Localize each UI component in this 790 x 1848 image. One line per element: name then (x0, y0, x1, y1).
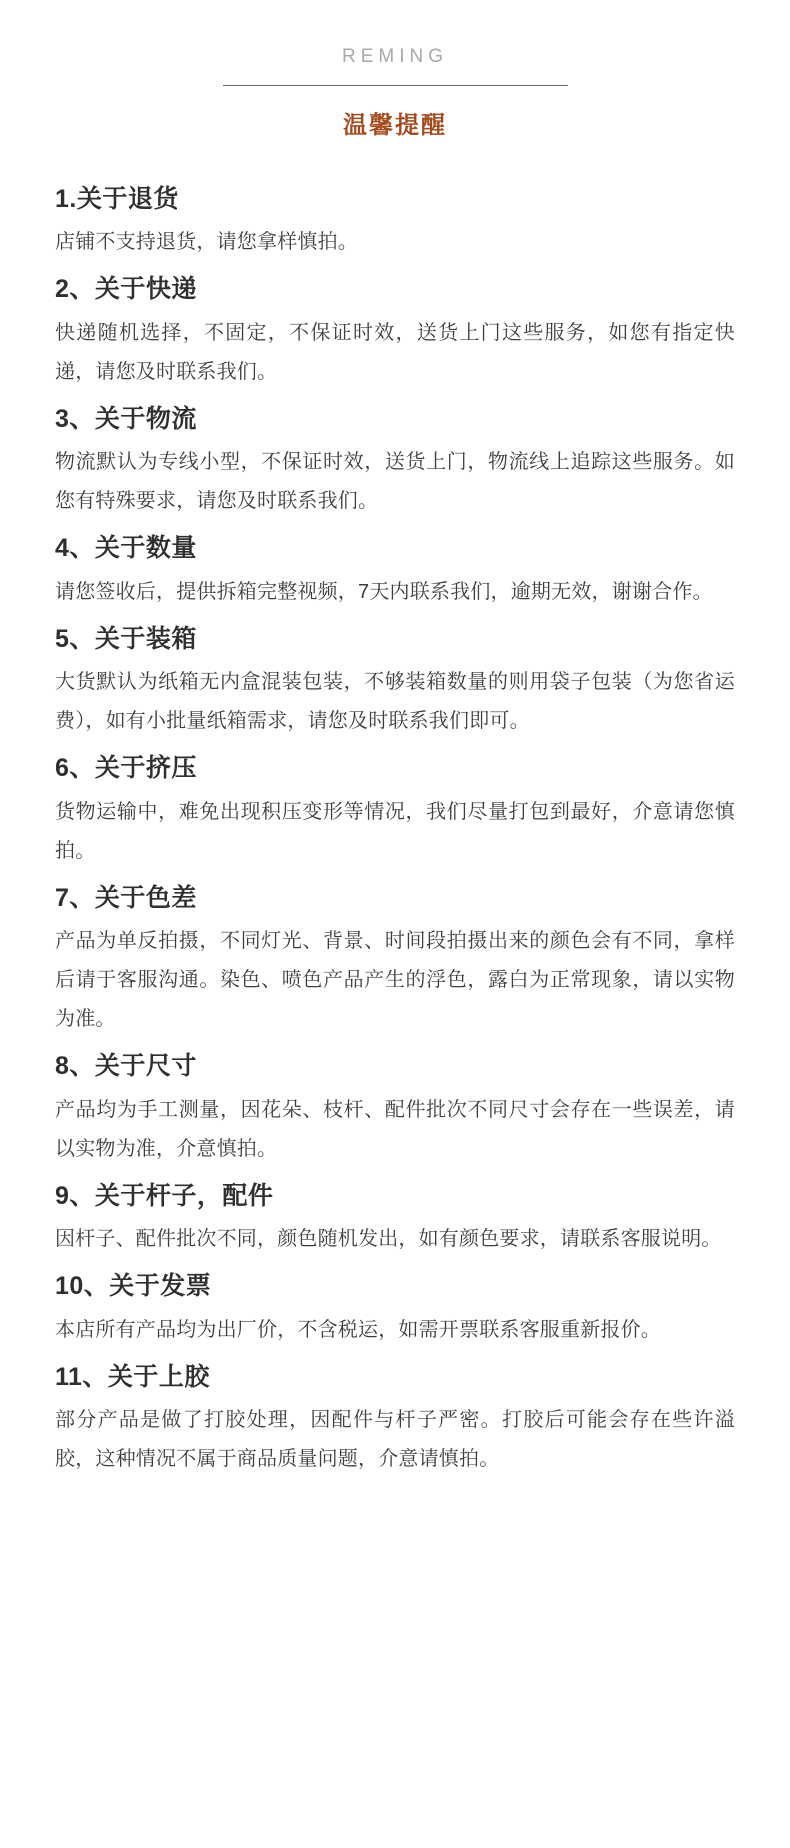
notice-section-express (55, 266, 735, 392)
section-title: 10、关于发票 (55, 1272, 212, 1301)
notice-section-size (55, 1043, 735, 1169)
section-title: 9、关于杆子，配件 (55, 1181, 274, 1210)
section-body: 本店所有产品均为出厂价，不含税运，如需开票联系客服重新报价。 (55, 1318, 661, 1341)
section-title: 8、关于尺寸 (55, 1052, 197, 1081)
section-title: 6、关于挤压 (55, 754, 197, 783)
notice-section-logistics (55, 396, 735, 522)
page-header (0, 0, 790, 140)
section-body: 产品均为手工测量，因花朵、枝杆、配件批次不同尺寸会存在一些误差，请以实物为准，介意慎拍。 (55, 1098, 735, 1160)
section-title: 7、关于色差 (55, 883, 197, 912)
notice-section-glue (55, 1354, 735, 1480)
page-title: 温馨提醒 (343, 111, 447, 139)
notice-section-color-difference (55, 875, 735, 1040)
header-divider (223, 85, 568, 86)
notice-section-compression (55, 745, 735, 871)
section-body: 部分产品是做了打胶处理，因配件与杆子严密。打胶后可能会存在些许溢胶，这种情况不属于商品质量问题，介意请慎拍。 (55, 1409, 735, 1471)
section-body: 店铺不支持退货，请您拿样慎拍。 (55, 231, 358, 254)
brand-name: REMING (342, 46, 448, 67)
section-body: 快递随机选择，不固定，不保证时效，送货上门这些服务，如您有指定快递，请您及时联系我们。 (55, 321, 735, 383)
section-body: 请您签收后，提供拆箱完整视频，7天内联系我们，逾期无效，谢谢合作。 (55, 580, 713, 603)
section-title: 2、关于快递 (55, 275, 197, 304)
notice-sections (0, 176, 790, 1544)
section-body: 因杆子、配件批次不同，颜色随机发出，如有颜色要求，请联系客服说明。 (55, 1228, 722, 1251)
section-title: 5、关于装箱 (55, 624, 197, 653)
section-body: 货物运输中，难免出现积压变形等情况，我们尽量打包到最好，介意请您慎拍。 (55, 800, 735, 862)
section-title: 3、关于物流 (55, 404, 197, 433)
notice-section-poles-accessories (55, 1173, 735, 1260)
section-title: 4、关于数量 (55, 534, 197, 563)
section-title: 1.关于退货 (55, 184, 179, 213)
section-body: 物流默认为专线小型，不保证时效，送货上门，物流线上追踪这些服务。如您有特殊要求，请您及时联系我们。 (55, 451, 735, 513)
notice-section-quantity (55, 525, 735, 612)
section-body: 产品为单反拍摄，不同灯光、背景、时间段拍摄出来的颜色会有不同，拿样后请于客服沟通。染色、喷色产品产生的浮色，露白为正常现象，请以实物为准。 (55, 930, 735, 1031)
section-title: 11、关于上胶 (55, 1362, 210, 1391)
notice-section-packing (55, 616, 735, 742)
section-body: 大货默认为纸箱无内盒混装包装，不够装箱数量的则用袋子包装（为您省运费），如有小批量纸箱需求，请您及时联系我们即可。 (55, 671, 735, 733)
notice-section-invoice (55, 1263, 735, 1350)
notice-section-returns (55, 176, 735, 263)
